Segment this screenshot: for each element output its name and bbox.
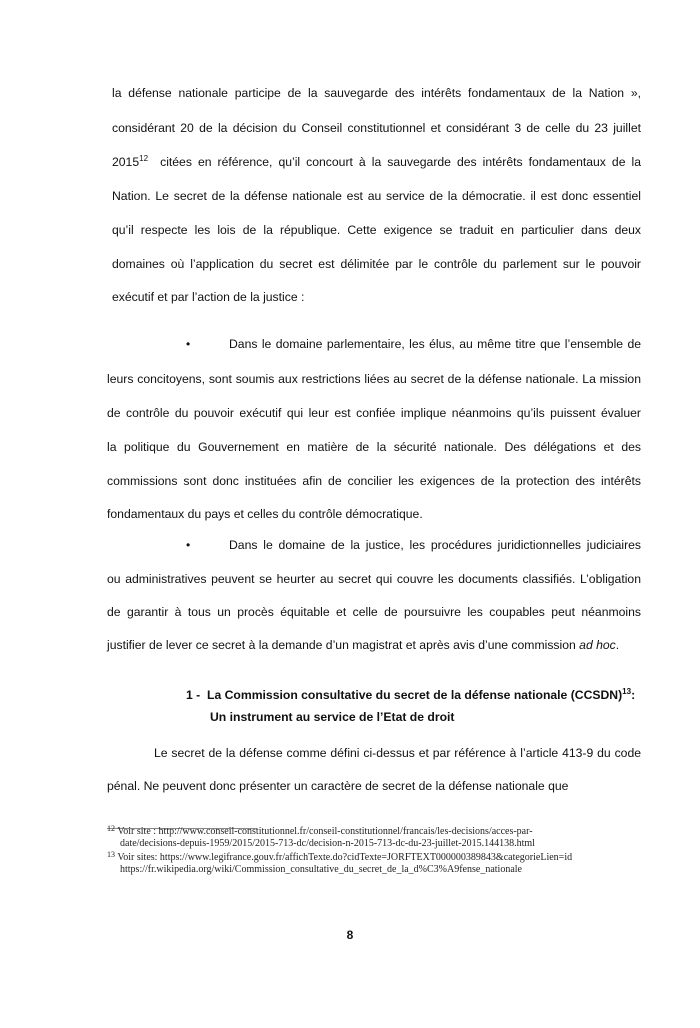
text-line: qu’il respecte les lois de la république. Cette exigence se traduit en particulier dans deux (112, 223, 641, 237)
footnote-number: 12 (107, 824, 115, 833)
heading-number: 1 - (186, 688, 201, 702)
footnote-link[interactable]: Voir site : http://www.conseil-constitutionnel.fr/conseil-constitutionnel/francais/les-decisions/acces-par- (117, 826, 533, 837)
text-line: Dans le domaine de la justice, les procédures juridictionnelles judiciaires (229, 538, 641, 552)
footnote-link[interactable]: Voir sites: https://www.legifrance.gouv.fr/affichTexte.do?cidTexte=JORFTEXT000000389843&categorieLien=id (117, 852, 573, 863)
text-span: . (615, 638, 620, 652)
text-line: ou administratives peuvent se heurter au secret qui couvre les documents classifiés. L’obligation (107, 572, 641, 586)
text-line: commissions sont donc instituées afin de concilier les exigences de la protection des intérêts (107, 474, 641, 488)
text-line: fondamentaux du pays et celles du contrôle démocratique. (107, 507, 423, 521)
heading-line-1: La Commission consultative du secret de la défense nationale (CCSDN) (207, 688, 623, 702)
section-subheading: Un instrument au service de l’Etat de droit (210, 710, 455, 724)
text-line: de contrôle du pouvoir exécutif qui leur est confiée implique néanmoins qu’ils puissent évaluer (107, 406, 641, 420)
bullet-marker: • (186, 337, 191, 351)
text-line: pénal. Ne peuvent donc présenter un caractère de secret de la défense nationale que (107, 779, 569, 793)
bullet-marker: • (186, 538, 191, 552)
footnote-number: 13 (107, 850, 115, 859)
text-line: Dans le domaine parlementaire, les élus, au même titre que l’ensemble de (229, 337, 641, 351)
text-line: leurs concitoyens, sont soumis aux restrictions liées au secret de la défense nationale. La mission (107, 372, 641, 386)
text-line (112, 154, 641, 170)
heading-colon: : (631, 688, 636, 702)
text-line: la défense nationale participe de la sauvegarde des intérêts fondamentaux de la Nation », (112, 86, 641, 100)
text-line: la politique du Gouvernement en matière de la sécurité nationale. Des délégations et des (107, 440, 641, 454)
text-span: justifier de lever ce secret à la demande d’un magistrat et après avis d’une commission (107, 638, 576, 652)
footnote-link-wikipedia[interactable]: https://fr.wikipedia.org/wiki/Commission_consultative_du_secret_de_la_d%C3%A9fense_nationale (120, 864, 522, 875)
footnote-12 (107, 826, 652, 850)
latin-term: ad hoc (579, 638, 616, 652)
footnote-ref-12[interactable]: 12 (139, 154, 149, 163)
year-text: 2015 (112, 155, 140, 169)
text-line: de garantir à tous un procès équitable et celle de poursuivre les coupables peut néanmoins (107, 605, 641, 619)
text-line: considérant 20 de la décision du Conseil constitutionnel et considérant 3 de celle du 23 juillet (112, 121, 641, 135)
footnote-13 (107, 852, 652, 876)
text-span: citées en référence, qu’il concourt à la sauvegarde des intérêts fondamentaux de la (160, 155, 641, 169)
text-line (107, 637, 641, 653)
text-line: domaines où l’application du secret est délimitée par le contrôle du parlement sur le pouvoir (112, 257, 641, 271)
footnote-ref-13[interactable]: 13 (622, 687, 632, 696)
footnote-link-continued[interactable]: date/decisions-depuis-1959/2015/2015-713-dc/decision-n-2015-713-dc-du-23-juillet-2015.144138.html (120, 838, 535, 849)
page-number: 8 (346, 928, 354, 942)
section-heading (186, 687, 635, 703)
text-line: Le secret de la défense comme défini ci-dessus et par référence à l’article 413-9 du code (154, 746, 641, 760)
text-line: exécutif et par l’action de la justice : (112, 290, 305, 304)
text-line: Nation. Le secret de la défense nationale est au service de la démocratie. il est donc essentiel (112, 189, 641, 203)
